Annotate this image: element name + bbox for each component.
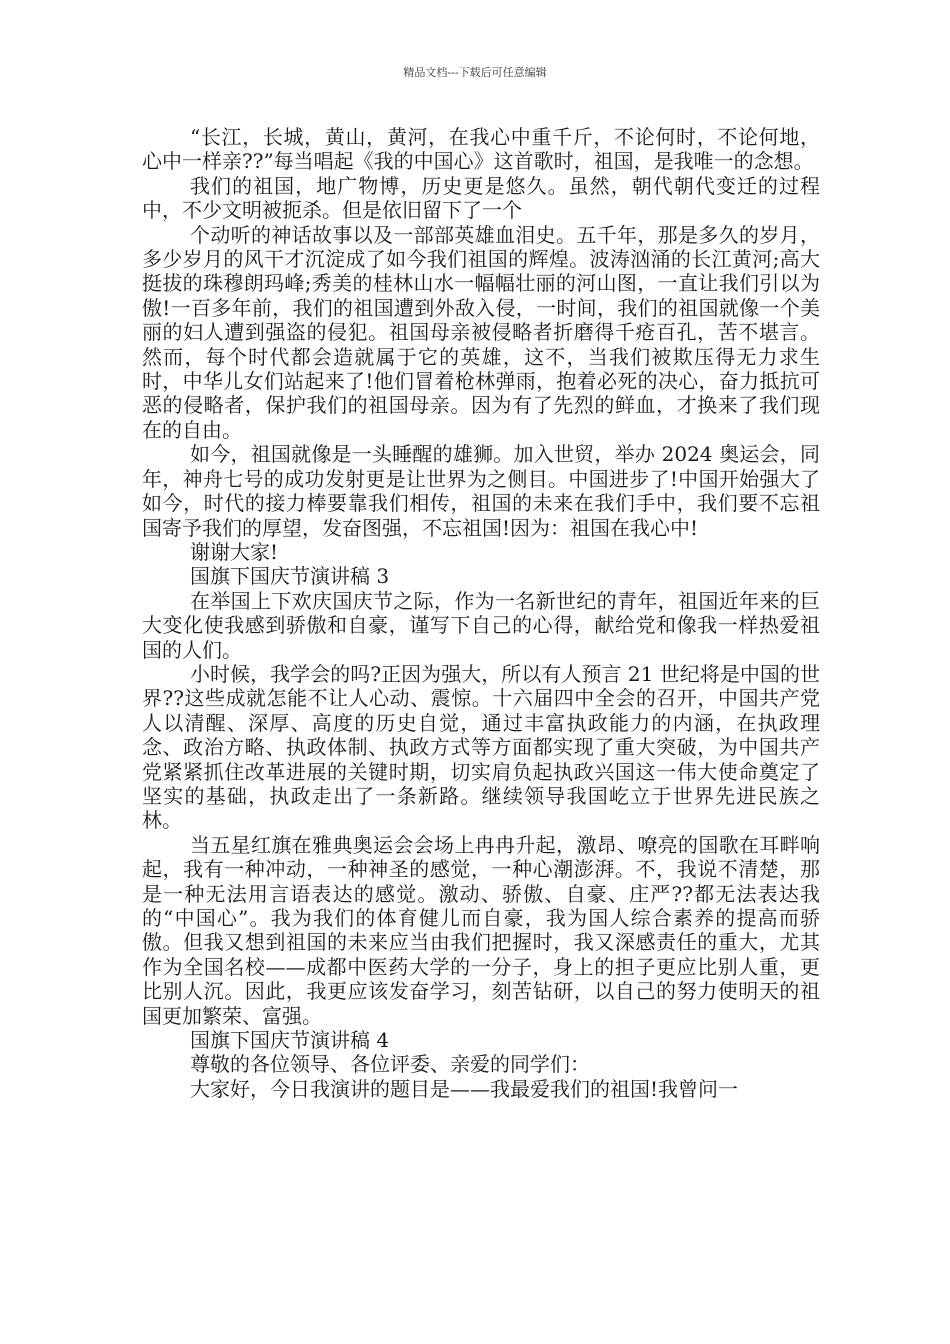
paragraph: 尊敬的各位领导、各位评委、亲爱的同学们： — [190, 1052, 590, 1077]
paragraph: 当五星红旗在雅典奥运会会场上冉冉升起，激昂、嘹亮的国歌在耳畔响起，我有一种冲动，一种神圣的感觉，一种心潮澎湃。不，我说不清楚，那是一种无法用言语表达的感觉。激动、骄傲、自豪、庄严??都无法表达我的“中国心”。我为我们的体育健儿而自豪，我为国人综合素养的提高而骄傲。但我又想到祖国的未来应当由我们把握时，我又深感责任的重大，尤其作为全国名校——成都中医药大学的一分子，身上的担子更应比别人重，更比别人沉。因此，我更应该发奋学习，刻苦钻研，以自己的努力使明天的祖国更加繁荣、富强。 — [142, 832, 820, 1028]
paragraph: 我们的祖国，地广物博，历史更是悠久。虽然，朝代朝代变迁的过程中，不少文明被扼杀。但是依旧留下了一个 — [142, 173, 820, 223]
paragraph: “长江，长城，黄山，黄河，在我心中重千斤，不论何时，不论何地，心中一样亲??”每当唱起《我的中国心》这首歌时，祖国，是我唯一的念想。 — [142, 125, 820, 174]
document-body — [142, 125, 820, 1101]
paragraph: 大家好，今日我演讲的题目是——我最爱我们的祖国!我曾问一 — [190, 1076, 739, 1101]
section-heading: 国旗下国庆节演讲稿 4 — [190, 1028, 390, 1053]
paragraph: 如今，祖国就像是一头睡醒的雄狮。加入世贸，举办 2024 奥运会，同年，神舟七号的成功发射更是让世界为之侧目。中国进步了!中国开始强大了如今，时代的接力棒要靠我们相传，祖国的未来在我们手中，我们要不忘祖国寄予我们的厚望，发奋图强，不忘祖国!因为：祖国在我心中! — [142, 442, 820, 540]
section-heading: 国旗下国庆节演讲稿 3 — [190, 564, 390, 589]
paragraph: 在举国上下欢庆国庆节之际，作为一名新世纪的青年，祖国近年来的巨大变化使我感到骄傲和自豪，谨写下自己的心得，献给党和像我一样热爱祖国的人们。 — [142, 588, 820, 662]
page-header: 精品文档---下载后可任意编辑 — [403, 66, 547, 79]
paragraph: 小时候，我学会的吗?正因为强大，所以有人预言 21 世纪将是中国的世界??这些成就怎能不让人心动、震惊。十六届四中全会的召开，中国共产党人以清醒、深厚、高度的历史自觉，通过丰富执政能力的内涵，在执政理念、政治方略、执政体制、执政方式等方面都实现了重大突破，为中国共产党紧紧抓住改革进展的关键时期，切实肩负起执政兴国这一伟大使命奠定了坚实的基础，执政走出了一条新路。继续领导我国屹立于世界先进民族之林。 — [142, 661, 820, 833]
paragraph: 谢谢大家! — [190, 539, 279, 564]
paragraph: 个动听的神话故事以及一部部英雄血泪史。五千年，那是多久的岁月，多少岁月的风干才沉淀成了如今我们祖国的辉煌。波涛汹涌的长江黄河;高大挺拔的珠穆朗玛峰;秀美的桂林山水一幅幅壮丽的河山图，一直让我们引以为傲!一百多年前，我们的祖国遭到外敌入侵，一时间，我们的祖国就像一个美丽的妇人遭到强盗的侵犯。祖国母亲被侵略者折磨得千疮百孔，苦不堪言。然而，每个时代都会造就属于它的英雄，这不，当我们被欺压得无力求生时，中华儿女们站起来了!他们冒着枪林弹雨，抱着必死的决心，奋力抵抗可恶的侵略者，保护我们的祖国母亲。因为有了先烈的鲜血，才换来了我们现在的自由。 — [142, 222, 820, 442]
